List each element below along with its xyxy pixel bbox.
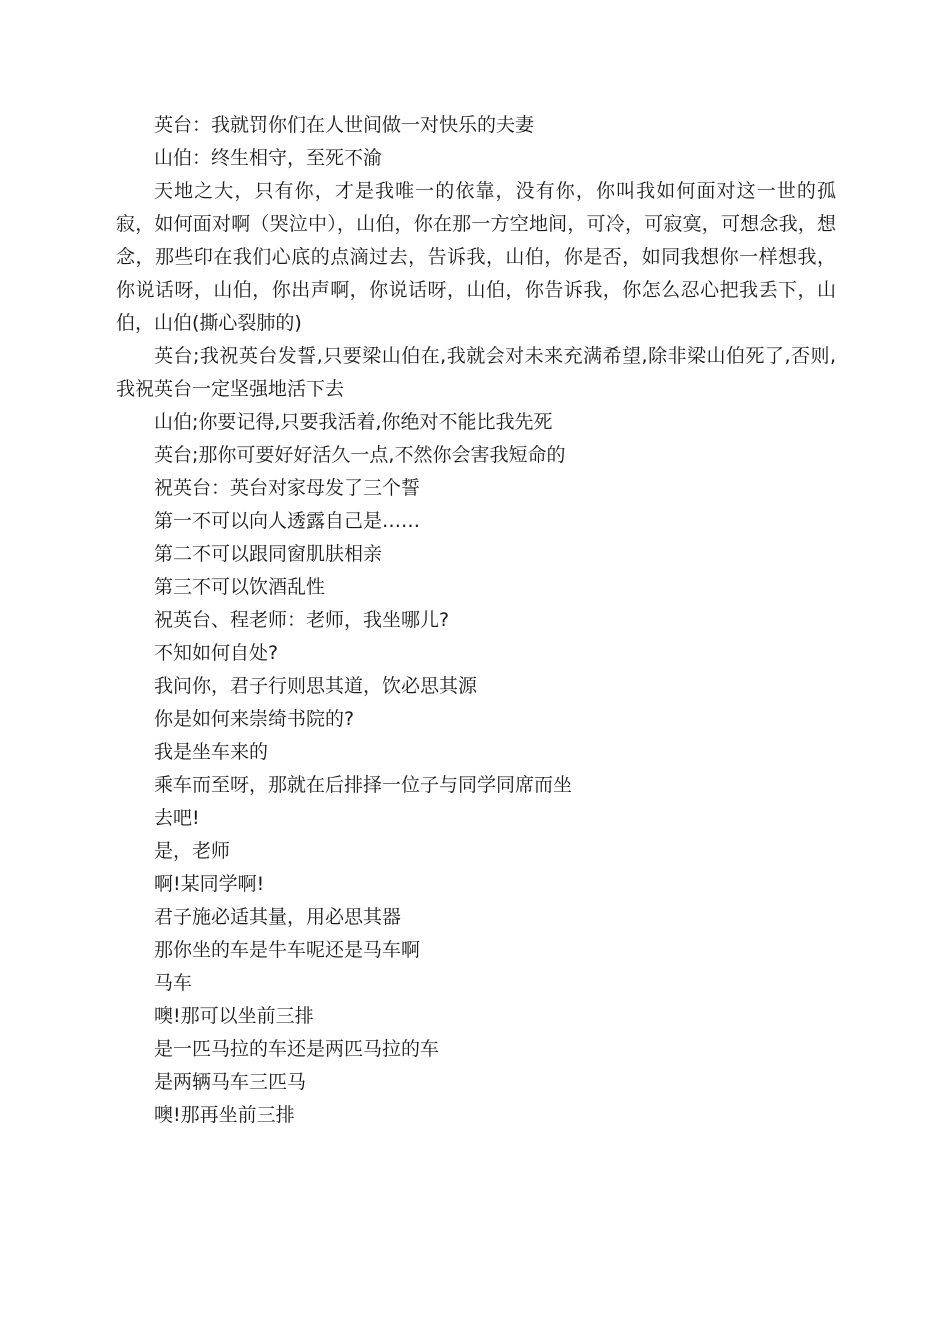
paragraph: 天地之大，只有你，才是我唯一的依靠，没有你，你叫我如何面对这一世的孤寂，如何面对啊（哭泣中），山伯，你在那一方空地间，可冷，可寂寞，可想念我，想念，那些印在我们心底的点滴过去，告诉我，山伯，你是否，如同我想你一样想我，你说话呀，山伯，你出声啊，你说话呀，山伯，你告诉我，你怎么忍心把我丢下，山伯，山伯(撕心裂肺的) — [116, 180, 836, 334]
paragraph: 第三不可以饮酒乱性 — [154, 576, 326, 598]
paragraph: 我问你，君子行则思其道，饮必思其源 — [154, 675, 478, 697]
paragraph: 英台：我就罚你们在人世间做一对快乐的夫妻 — [154, 114, 535, 136]
paragraph: 祝英台、程老师：老师，我坐哪儿? — [154, 609, 450, 631]
paragraph: 是两辆马车三匹马 — [154, 1071, 307, 1093]
paragraph: 不知如何自处? — [154, 642, 279, 664]
paragraph: 第一不可以向人透露自己是…… — [154, 510, 421, 532]
paragraph: 你是如何来崇绮书院的? — [154, 708, 355, 730]
paragraph: 去吧! — [154, 807, 200, 829]
paragraph: 噢!那可以坐前三排 — [154, 1005, 314, 1027]
paragraph: 马车 — [154, 972, 193, 994]
paragraph: 我是坐车来的 — [154, 741, 269, 763]
paragraph: 祝英台：英台对家母发了三个誓 — [154, 477, 421, 499]
paragraph: 第二不可以跟同窗肌肤相亲 — [154, 543, 383, 565]
paragraph: 君子施必适其量，用必思其器 — [154, 906, 402, 928]
paragraph: 那你坐的车是牛车呢还是马车啊 — [154, 939, 421, 961]
paragraph: 乘车而至呀，那就在后排择一位子与同学同席而坐 — [154, 774, 573, 796]
paragraph: 是一匹马拉的车还是两匹马拉的车 — [154, 1038, 440, 1060]
paragraph: 山伯;你要记得,只要我活着,你绝对不能比我先死 — [154, 411, 553, 433]
document-body — [116, 109, 836, 1132]
paragraph: 啊!某同学啊! — [154, 873, 265, 895]
paragraph: 英台;我祝英台发誓,只要梁山伯在,我就会对未来充满希望,除非梁山伯死了,否则,我祝英台一定坚强地活下去 — [116, 345, 836, 400]
paragraph: 山伯：终生相守，至死不渝 — [154, 147, 383, 169]
paragraph: 噢!那再坐前三排 — [154, 1104, 295, 1126]
paragraph: 英台;那你可要好好活久一点,不然你会害我短命的 — [154, 444, 566, 466]
paragraph: 是，老师 — [154, 840, 231, 862]
